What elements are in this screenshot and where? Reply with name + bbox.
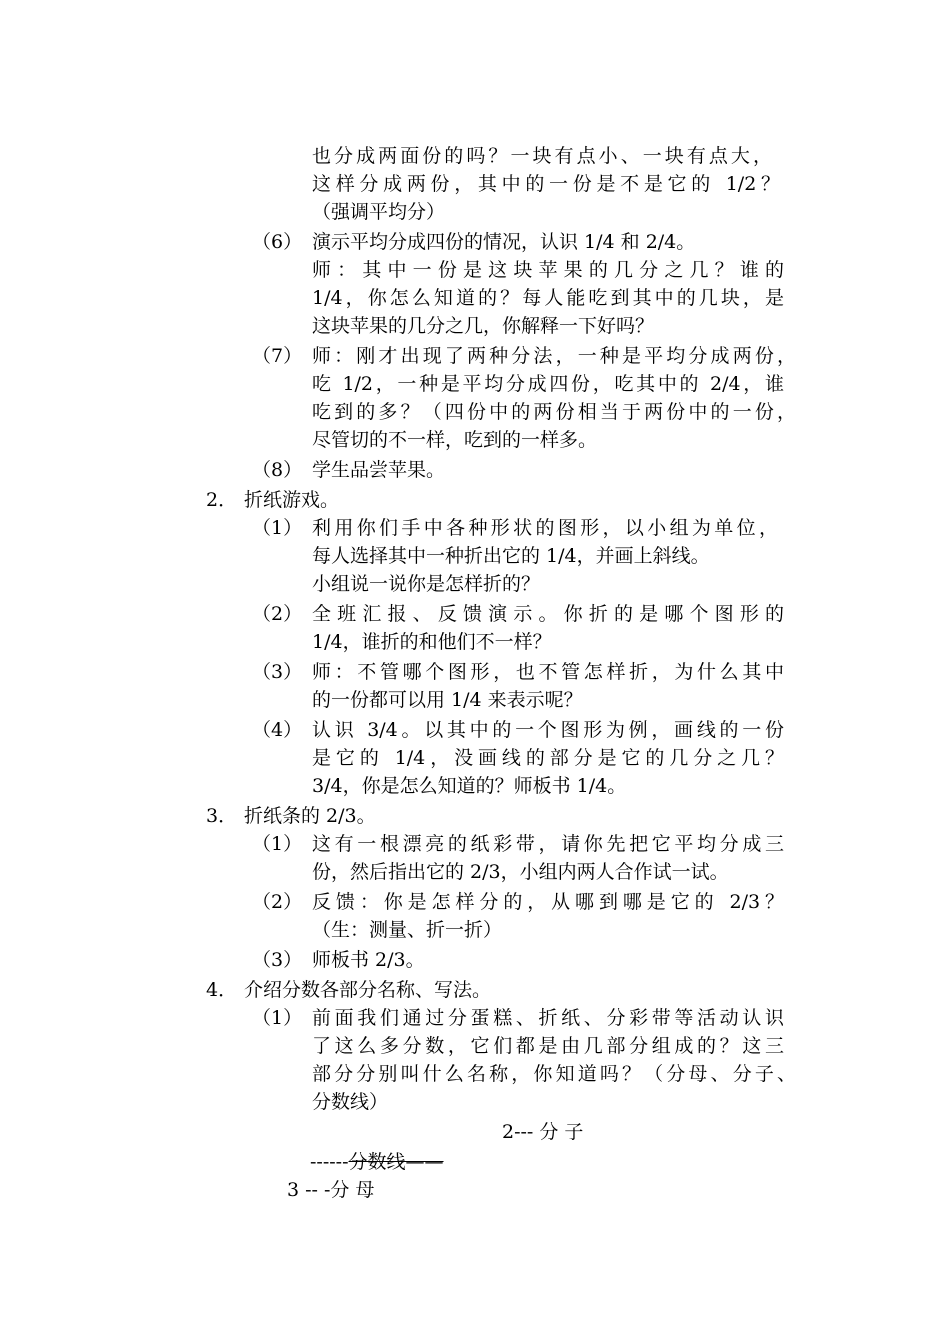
- text-line: 部分分别叫什么名称，你知道吗？（分母、分子、: [312, 1063, 796, 1085]
- fraction-numerator-label: 2--- 分 子: [502, 1121, 584, 1143]
- text-line: 是它的 1/4，没画线的部分是它的几分之几？: [312, 747, 784, 769]
- text-line: 这块苹果的几分之几，你解释一下好吗？: [312, 315, 655, 337]
- text-line: 师：刚才出现了两种分法，一种是平均分成两份，: [312, 345, 796, 367]
- item-number: （3）: [252, 949, 303, 971]
- section-number: 4．: [206, 979, 238, 1001]
- item-number: （1）: [252, 517, 303, 539]
- item-number: （2）: [252, 603, 303, 625]
- text-line: 1/4，你怎么知道的？每人能吃到其中的几块，是: [312, 287, 784, 309]
- text-line: 分数线）: [312, 1091, 389, 1113]
- text-line: 了这么多分数，它们都是由几部分组成的？这三: [312, 1035, 784, 1057]
- text-line: 全班汇报、反馈演示。你折的是哪个图形的: [312, 603, 784, 625]
- section-title: 介绍分数各部分名称、写法。: [244, 979, 492, 1001]
- fraction-line-text: 分数线——: [348, 1151, 444, 1173]
- fraction-line-label: [310, 1148, 444, 1176]
- text-line: 师：不管哪个图形，也不管怎样折，为什么其中: [312, 661, 784, 683]
- item-number: （3）: [252, 661, 303, 683]
- text-line: 的一份都可以用 1/4 来表示呢？: [312, 689, 583, 711]
- text-line: 学生品尝苹果。: [312, 459, 446, 481]
- section-number: 2．: [206, 489, 238, 511]
- text-line: （生：测量、折一折）: [312, 919, 503, 941]
- item-number: （2）: [252, 891, 303, 913]
- item-number: （6）: [252, 231, 303, 253]
- item-number: （4）: [252, 719, 303, 741]
- text-line: 师板书 2/3。: [312, 949, 425, 971]
- text-line: 认识 3/4。以其中的一个图形为例，画线的一份: [312, 719, 784, 741]
- section-number: 3．: [206, 805, 238, 827]
- text-line: 吃到的多？（四份中的两份相当于两份中的一份，: [312, 401, 796, 423]
- text-line: 小组说一说你是怎样折的？: [312, 573, 541, 595]
- fraction-denominator-label: 3 -- -分 母: [287, 1179, 375, 1201]
- text-line: 这样分成两份，其中的一份是不是它的 1/2？: [312, 173, 780, 195]
- text-line: 演示平均分成四份的情况，认识 1/4 和 2/4。: [312, 231, 696, 253]
- text-line: 份，然后指出它的 2/3，小组内两人合作试一试。: [312, 861, 729, 883]
- text-line: 也分成两面份的吗？一块有点小、一块有点大，: [312, 145, 772, 167]
- text-line: 利用你们手中各种形状的图形，以小组为单位，: [312, 517, 778, 539]
- text-line: 尽管切的不一样，吃到的一样多。: [312, 429, 598, 451]
- text-line: 师：其中一份是这块苹果的几分之几？谁的: [312, 259, 784, 281]
- text-line: 每人选择其中一种折出它的 1/4，并画上斜线。: [312, 545, 710, 567]
- text-line: 前面我们通过分蛋糕、折纸、分彩带等活动认识: [312, 1007, 784, 1029]
- text-line: （强调平均分）: [312, 201, 446, 223]
- text-line: 3/4，你是怎么知道的？师板书 1/4。: [312, 775, 627, 797]
- item-number: （1）: [252, 1007, 303, 1029]
- item-number: （8）: [252, 459, 303, 481]
- text-line: 吃 1/2，一种是平均分成四份，吃其中的 2/4，谁: [312, 373, 784, 395]
- item-number: （7）: [252, 345, 303, 367]
- text-line: 1/4，谁折的和他们不一样？: [312, 631, 552, 653]
- dash-run: ------: [310, 1151, 349, 1173]
- section-title: 折纸游戏。: [244, 489, 340, 511]
- section-title: 折纸条的 2/3。: [244, 805, 376, 827]
- item-number: （1）: [252, 833, 303, 855]
- text-line: 反馈：你是怎样分的，从哪到哪是它的 2/3？: [312, 891, 784, 913]
- text-line: 这有一根漂亮的纸彩带，请你先把它平均分成三: [312, 833, 784, 855]
